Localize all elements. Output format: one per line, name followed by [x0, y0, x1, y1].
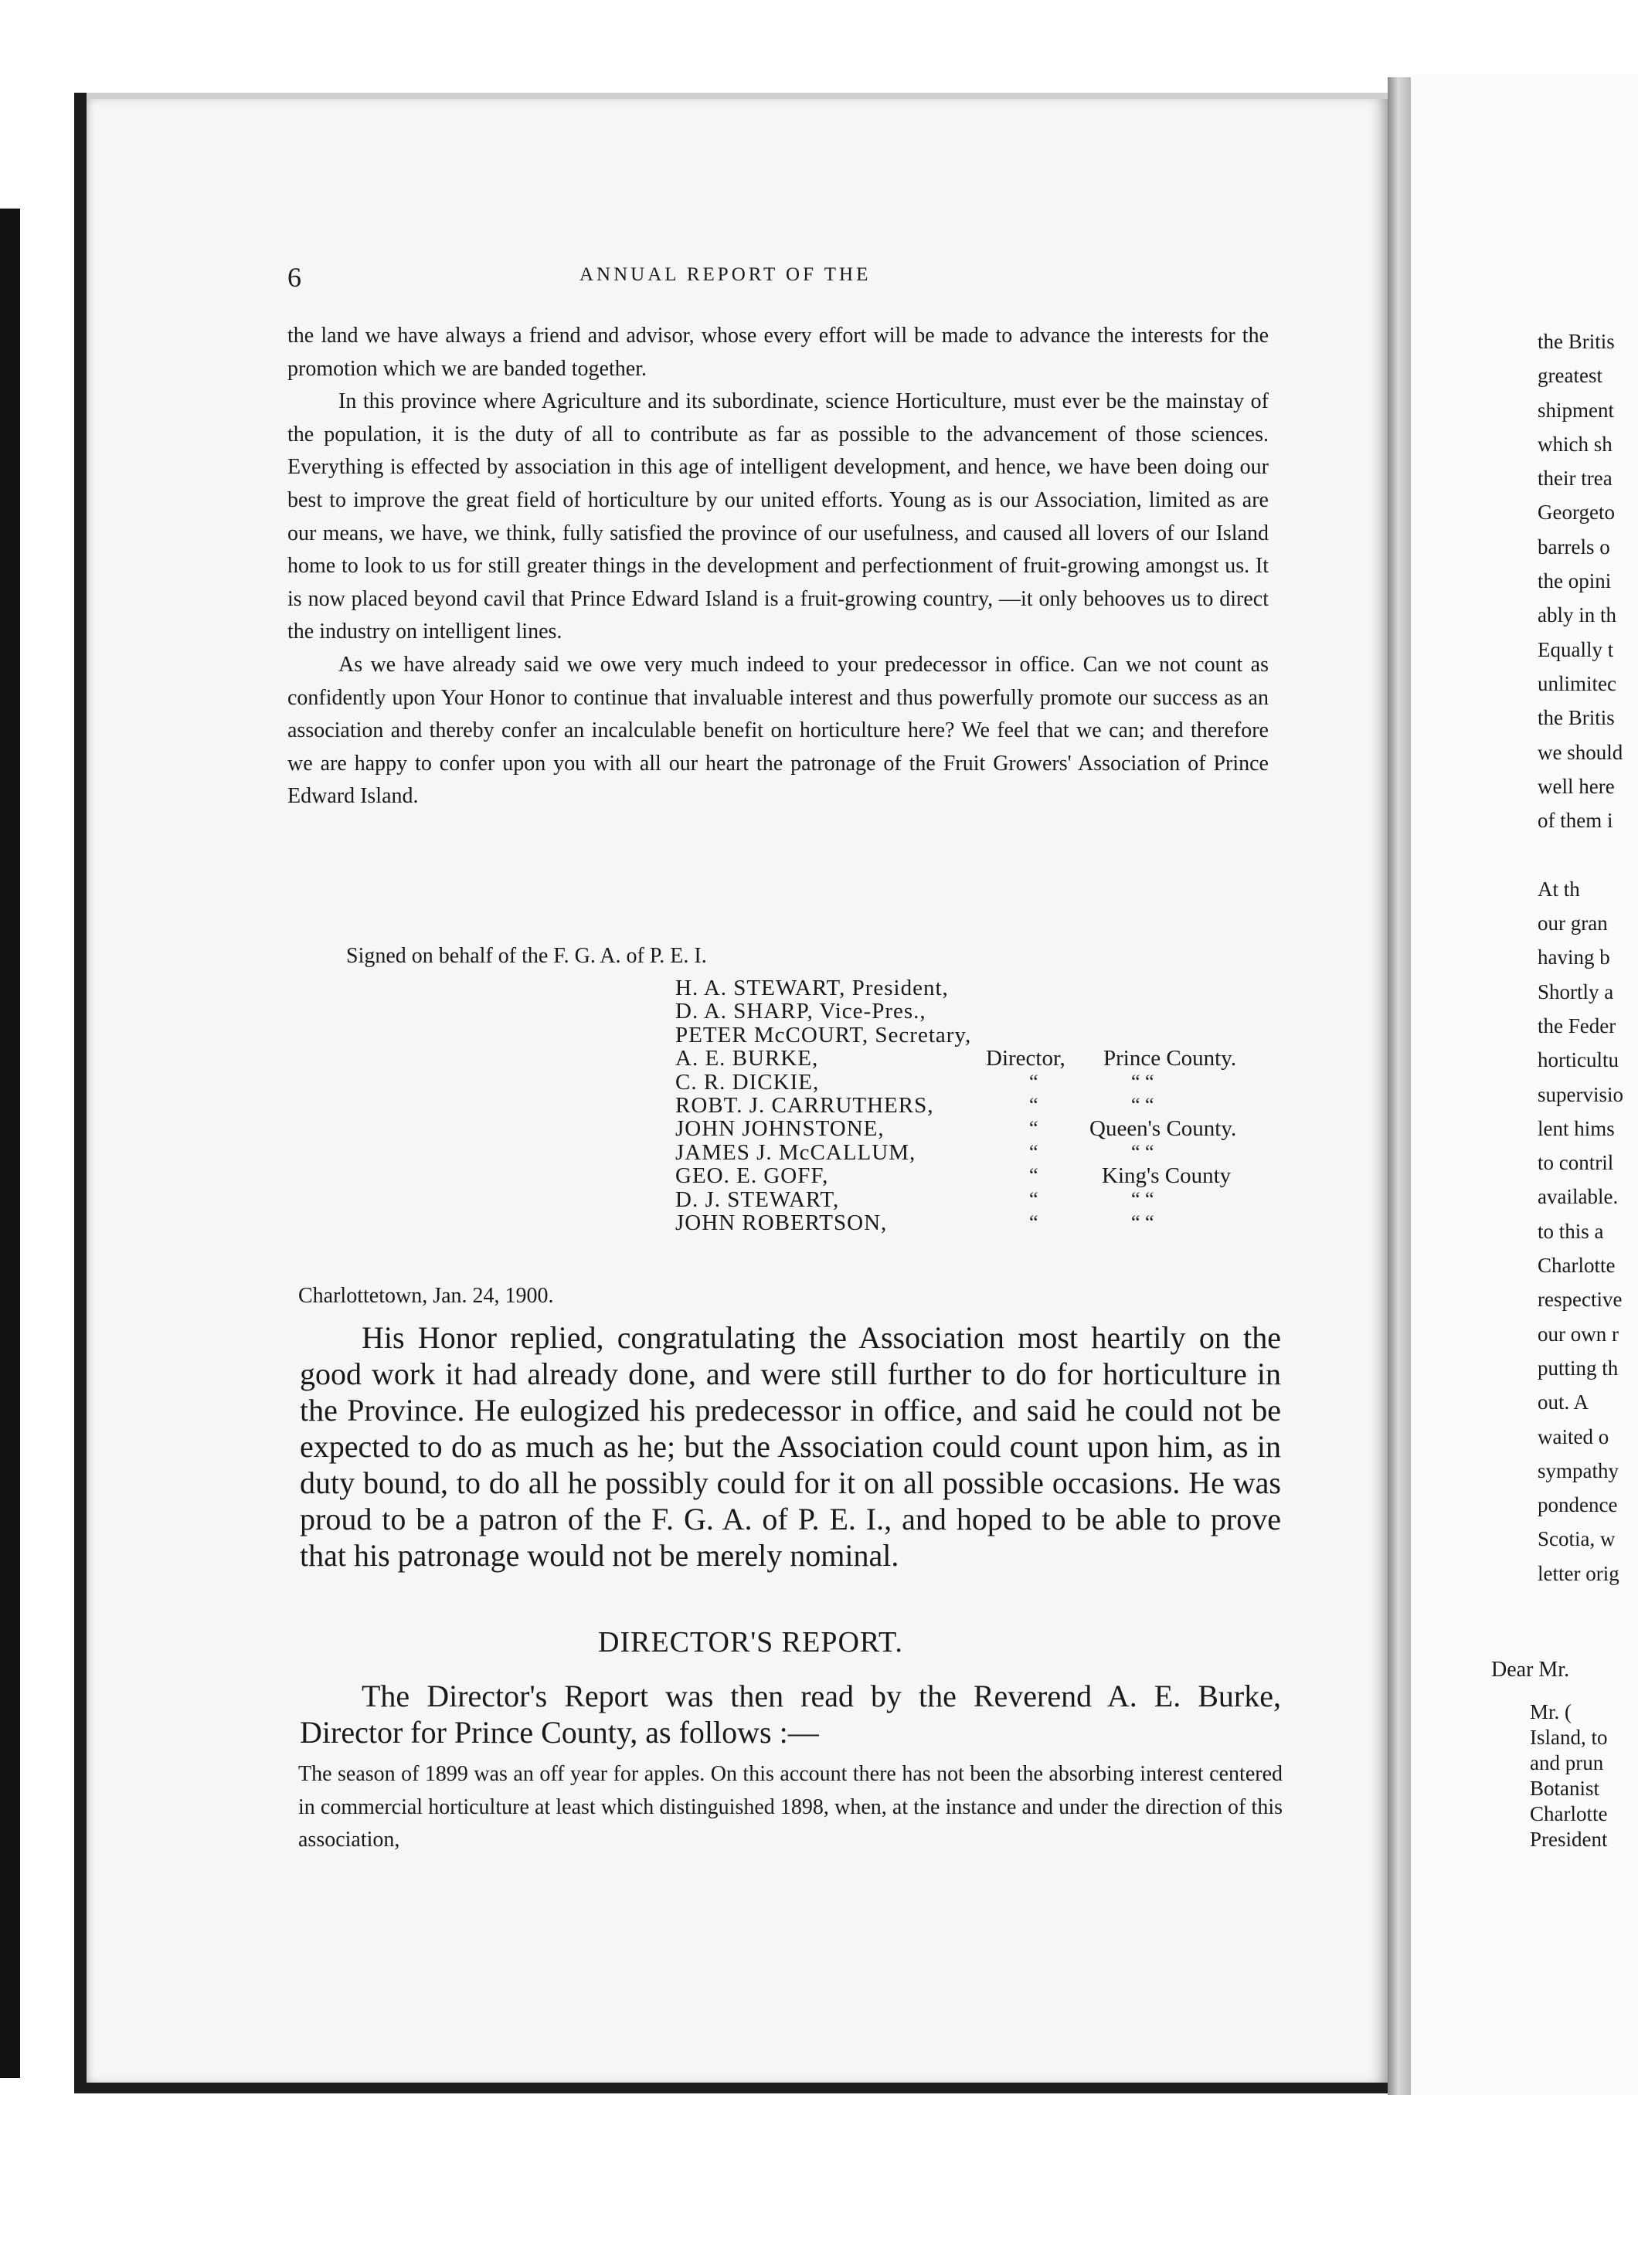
address-text	[287, 320, 1269, 813]
facing-page-line: the Britis	[1538, 706, 1615, 730]
book-gutter	[1388, 77, 1411, 2095]
facing-page-greeting: Dear Mr.	[1491, 1658, 1570, 1682]
signatory-county: “ “	[1131, 1210, 1154, 1234]
facing-page-line: shipment	[1538, 398, 1614, 422]
signatory-role: “	[1029, 1070, 1038, 1093]
facing-page-line: greatest	[1538, 364, 1602, 388]
facing-page-line: barrels o	[1538, 535, 1610, 559]
facing-page-line: to contril	[1538, 1151, 1614, 1175]
facing-page-line: Scotia, w	[1538, 1527, 1616, 1551]
signatory-county: “ “	[1131, 1093, 1154, 1116]
page-number: 6	[287, 262, 301, 293]
running-head	[287, 261, 1286, 295]
signatory-role: “	[1029, 1187, 1038, 1210]
facing-page-line: lent hims	[1538, 1116, 1615, 1140]
signatory-name: D. A. SHARP, Vice-Pres.,	[675, 999, 926, 1024]
signatory-row	[675, 1211, 1293, 1234]
facing-page-line	[1538, 837, 1638, 871]
facing-page-line: Georgeto	[1538, 501, 1615, 525]
facing-page-line: of them i	[1538, 809, 1613, 833]
report-text	[298, 1758, 1283, 1857]
signatory-name: H. A. STEWART, President,	[675, 976, 949, 1000]
header-title: ANNUAL REPORT OF THE	[579, 264, 872, 285]
signatory-row	[675, 1071, 1293, 1094]
signatory-row	[675, 1188, 1293, 1211]
facing-page-line: Island, to	[1530, 1726, 1608, 1749]
signatory-role: “	[1029, 1210, 1038, 1234]
facing-page-line: Shortly a	[1538, 980, 1614, 1003]
facing-page-line: their trea	[1538, 467, 1613, 491]
facing-page-line: Equally t	[1538, 637, 1614, 661]
signatory-name: GEO. E. GOFF,	[675, 1163, 829, 1189]
facing-page-line: out. A	[1538, 1390, 1589, 1414]
facing-page-line: letter orig	[1538, 1561, 1619, 1585]
dateline: Charlottetown, Jan. 24, 1900.	[298, 1284, 554, 1308]
address-paragraph: the land we have always a friend and advisor, whose every effort will be made to advance the interests for the promotion which we are banded together.	[287, 324, 1269, 381]
report-intro: The Director's Report was then read by the Reverend A. E. Burke, Director for Prince County, as follows :—	[300, 1679, 1281, 1750]
report-paragraph: The season of 1899 was an off year for apples. On this account there has not been the absorbing interest centered in commercial horticulture at least which distinguished 1898, when, at the instance and under the direction of this association,	[298, 1762, 1283, 1852]
facing-page-line: pondence	[1538, 1493, 1618, 1517]
facing-page-column	[1538, 324, 1638, 1591]
address-paragraph: As we have already said we owe very much indeed to your predecessor in office. Can we not count as confidently upon Your Honor to continue that invaluable interest and thus powerfully promote our success as an association and thereby confer an incalculable benefit on horticulture here? We feel that we can; and therefore we are happy to confer upon you with all our heart the patronage of the Fruit Growers' Association of Prince Edward Island.	[287, 652, 1269, 809]
facing-page-line: and prun	[1530, 1751, 1604, 1774]
facing-page-line: Botanist	[1530, 1777, 1600, 1800]
signatory-role: “	[1029, 1117, 1038, 1140]
signatory-county: King's County	[1102, 1163, 1232, 1189]
facing-page-line: the Britis	[1538, 330, 1615, 353]
signatory-name: D. J. STEWART,	[675, 1187, 840, 1212]
facing-page-lower	[1530, 1699, 1638, 1852]
reply-paragraph: His Honor replied, congratulating the Association most heartily on the good work it had already done, and were still further to do for horticulture in the Province. He eulogized his predecessor in office, and said he could not be expected to do as much as he; but the Association could count upon him, as in duty bound, to do all he possibly could for it on all possible occasions. He was proud to be a patron of the F. G. A. of P. E. I., and hoped to be able to prove that his patronage would not be merely nominal.	[300, 1320, 1281, 1573]
facing-page-line: available.	[1538, 1185, 1619, 1209]
signatory-row	[675, 1024, 1293, 1047]
facing-page-line: respective	[1538, 1288, 1623, 1312]
signatory-county: Queen's County.	[1089, 1116, 1237, 1142]
signatory-row	[675, 1141, 1293, 1164]
signatory-row	[675, 976, 1293, 1000]
facing-page-line: At th	[1538, 877, 1580, 901]
facing-page-line: our own r	[1538, 1322, 1619, 1346]
facing-page-line: ably in th	[1538, 603, 1616, 627]
signatory-county: “ “	[1131, 1070, 1154, 1093]
facing-page-line: our gran	[1538, 912, 1608, 935]
facing-page-line: unlimitec	[1538, 671, 1616, 695]
signatory-name: C. R. DICKIE,	[675, 1069, 820, 1095]
signatory-row	[675, 1164, 1293, 1187]
address-paragraph: In this province where Agriculture and its subordinate, science Horticulture, must ever be the mainstay of the population, it is the duty of all to contribute as far as possible to the advancement of those sciences. Everything is effected by association in this age of intelligent development, and hence, we have been doing our best to improve the great field of horticulture by our united efforts. Young as is our Association, limited as are our means, we have, we think, fully satisfied the province of our usefulness, and caused all lovers of our Island home to look to us for still greater things in the development and perfectionment of fruit-growing amongst us. It is now placed beyond cavil that Prince Edward Island is a fruit-growing country, —it only behooves us to direct the industry on intelligent lines.	[287, 389, 1269, 644]
facing-page-line: the opini	[1538, 569, 1612, 593]
facing-page-line: the Feder	[1538, 1013, 1616, 1037]
signatory-name: JOHN ROBERTSON,	[675, 1210, 888, 1235]
signed-line: Signed on behalf of the F. G. A. of P. E. I.	[346, 944, 707, 968]
facing-page-line: we should	[1538, 740, 1623, 764]
signatory-role: “	[1029, 1164, 1038, 1187]
facing-page-line: sympathy	[1538, 1458, 1619, 1482]
signatory-row	[675, 1000, 1293, 1023]
section-heading: DIRECTOR'S REPORT.	[598, 1626, 903, 1659]
signatory-row	[675, 1047, 1293, 1070]
signatory-row	[675, 1117, 1293, 1140]
signatory-name: A. E. BURKE,	[675, 1046, 819, 1071]
facing-page-line: to this a	[1538, 1219, 1604, 1243]
signatories-list	[675, 976, 1293, 1234]
facing-page-line: waited o	[1538, 1424, 1609, 1448]
signatory-role: “	[1029, 1140, 1038, 1163]
facing-page-line: horticultu	[1538, 1048, 1619, 1072]
signatory-name: PETER McCOURT, Secretary,	[675, 1022, 972, 1047]
signatory-county: “ “	[1131, 1187, 1154, 1210]
facing-page-line: having b	[1538, 946, 1610, 969]
signatory-county: Prince County.	[1103, 1046, 1237, 1071]
signatory-row	[675, 1094, 1293, 1117]
facing-page-line: which sh	[1538, 432, 1613, 456]
signatory-name: JOHN JOHNSTONE,	[675, 1116, 885, 1142]
facing-page-line: supervisio	[1538, 1082, 1623, 1106]
signatory-role: Director,	[986, 1046, 1065, 1071]
signatory-name: ROBT. J. CARRUTHERS,	[675, 1092, 934, 1118]
facing-page-line: Mr. (	[1530, 1700, 1572, 1723]
facing-page-line: President	[1530, 1828, 1608, 1851]
signatory-county: “ “	[1131, 1140, 1154, 1163]
signatory-role: “	[1029, 1093, 1038, 1116]
film-edge-strip	[0, 209, 20, 2078]
signatory-name: JAMES J. McCALLUM,	[675, 1139, 916, 1165]
facing-page-line: Charlotte	[1538, 1254, 1616, 1278]
facing-page-line: well here	[1538, 774, 1615, 798]
facing-page-line: putting th	[1538, 1356, 1619, 1380]
facing-page-line: Charlotte	[1530, 1802, 1608, 1825]
